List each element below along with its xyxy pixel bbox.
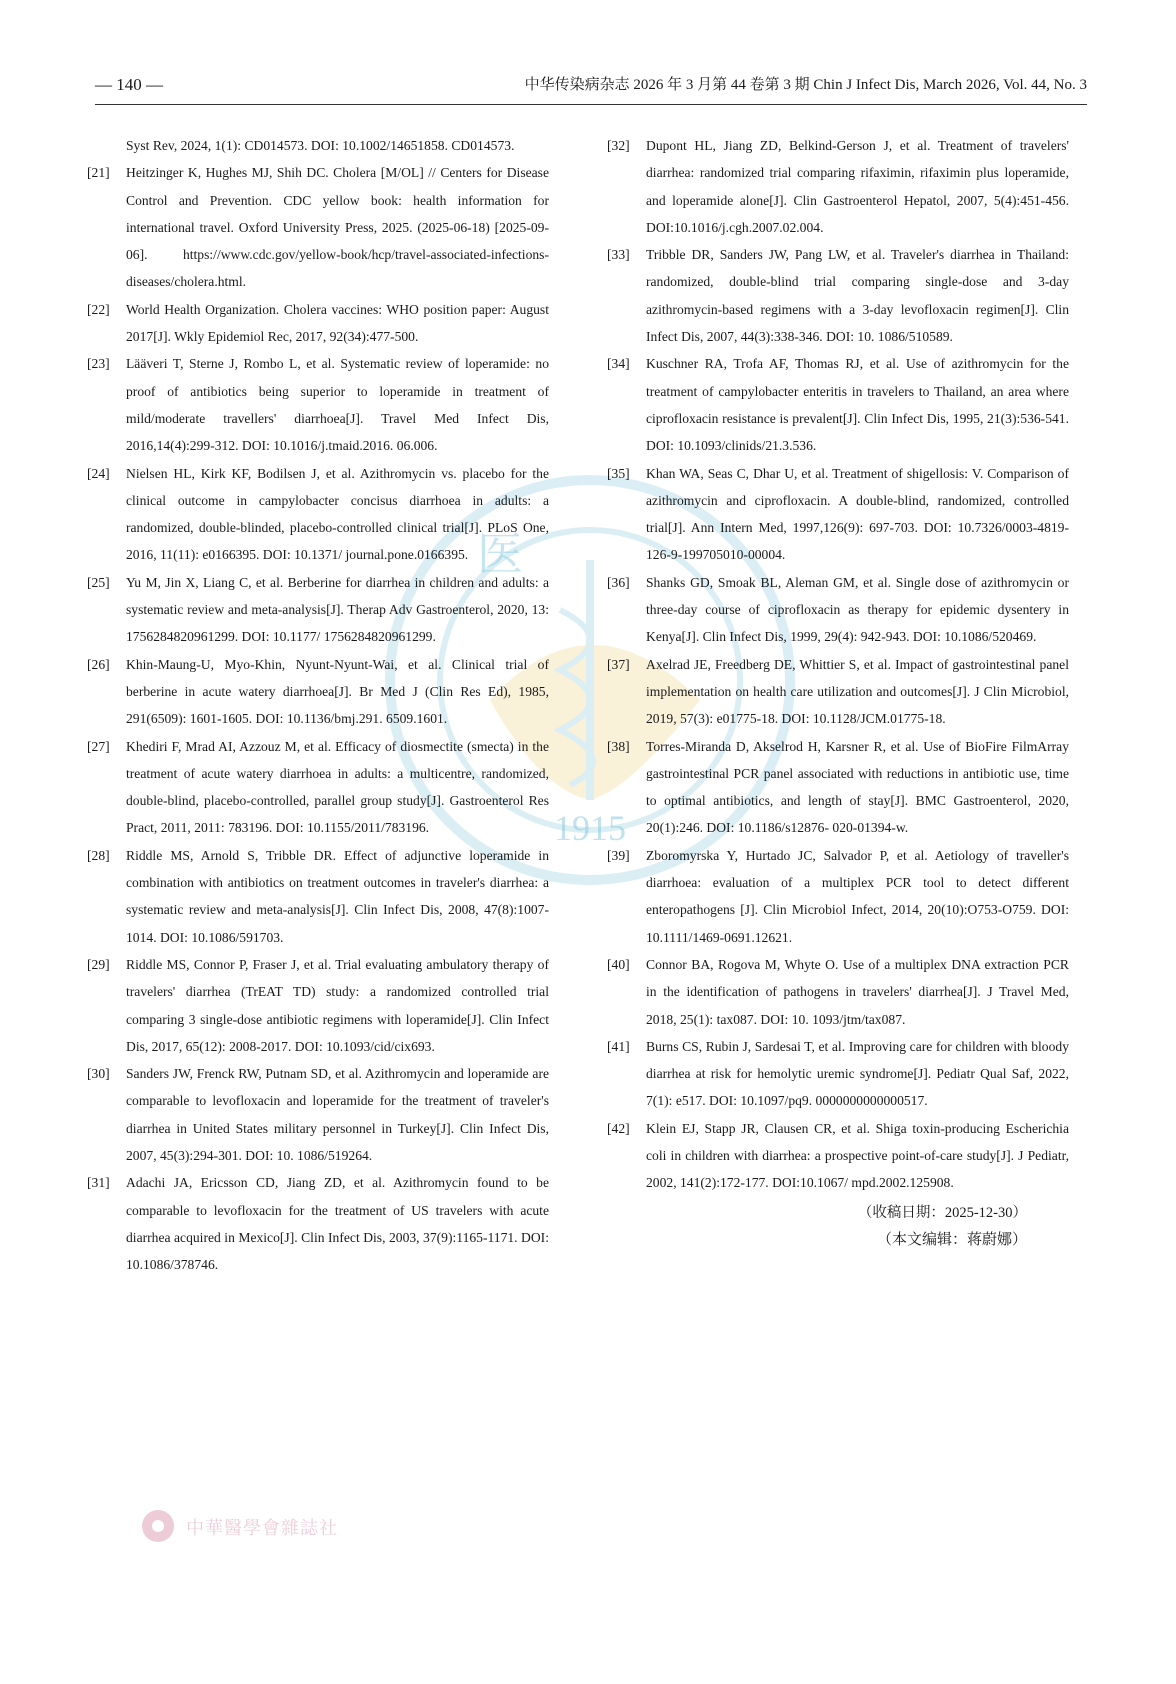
- reference-text: Shanks GD, Smoak BL, Aleman GM, et al. Single dose of azithromycin or three-day course of ciprofloxacin as therapy for epidemic dysentery in Kenya[J]. Clin Infect Dis, 1999, 29(4): 942-943. DOI: 10.1086/520469.: [646, 574, 1069, 645]
- reference-item: [87, 1169, 549, 1278]
- flower-icon: [140, 1508, 176, 1544]
- reference-number: [33]: [607, 247, 630, 263]
- reference-item: [607, 1115, 1069, 1197]
- reference-text: Dupont HL, Jiang ZD, Belkind-Gerson J, et al. Treatment of travelers' diarrhea: randomized trial comparing rifaximin, rifaximin plus loperamide, and loperamide alone[J]. Clin Gastroenterol Hepatol, 2007, 5(4):451-456. DOI:10.1016/j.cgh.2007.02.004.: [646, 138, 1069, 235]
- reference-item: [607, 651, 1069, 733]
- reference-number: [31]: [87, 1175, 110, 1191]
- reference-text: Klein EJ, Stapp JR, Clausen CR, et al. Shiga toxin-producing Escherichia coli in children with diarrhea: a prospective point-of-care study[J]. J Pediatr, 2002, 141(2):172-177. DOI:10.1067/ mpd.2002.125908.: [646, 1120, 1069, 1191]
- reference-number: [41]: [607, 1038, 630, 1054]
- reference-text: Tribble DR, Sanders JW, Pang LW, et al. Traveler's diarrhea in Thailand: randomized, double-blind trial comparing single-dose and 3-day azithromycin-based regimens with a 3-day levofloxacin regimen[J]. Clin Infect Dis, 2007, 44(3):338-346. DOI: 10. 1086/510589.: [646, 247, 1069, 345]
- reference-item: [607, 733, 1069, 842]
- reference-item: [607, 460, 1069, 569]
- reference-text: Torres-Miranda D, Akselrod H, Karsner R, et al. Use of BioFire FilmArray gastrointestinal PCR panel associated with reductions in antibiotic use, time to optimal antibiotics, and length of stay[J]. BMC Gastroenterol, 2020, 20(1):246. DOI: 10.1186/s12876- 020-01394-w.: [646, 738, 1069, 836]
- reference-number: [28]: [87, 847, 110, 863]
- reference-item: [607, 1033, 1069, 1115]
- reference-item: [87, 569, 549, 651]
- reference-item: [607, 132, 1069, 241]
- reference-item: [87, 951, 549, 1060]
- reference-number: [38]: [607, 738, 630, 754]
- reference-text: Riddle MS, Connor P, Fraser J, et al. Trial evaluating ambulatory therapy of travelers' diarrhea (TrEAT TD) study: a randomized controlled trial comparing 3 single-dose antibiotic regimens with loperamide[J]. Clin Infect Dis, 2017, 65(12): 2008-2017. DOI: 10.1093/cid/cix693.: [126, 956, 549, 1054]
- reference-text: Zboromyrska Y, Hurtado JC, Salvador P, et al. Aetiology of traveller's diarrhoea: evaluation of a multiplex PCR tool to detect different enteropathogens [J]. Clin Microbiol Infect, 2014, 20(10):O753-O759. DOI: 10.1111/1469-0691.12621.: [646, 847, 1069, 945]
- reference-number: [27]: [87, 738, 110, 754]
- reference-number: [37]: [607, 656, 630, 672]
- reference-number: [22]: [87, 301, 110, 317]
- publisher-logo: [140, 1508, 540, 1548]
- reference-list-left: [87, 132, 549, 1278]
- reference-text: World Health Organization. Cholera vaccines: WHO position paper: August 2017[J]. Wkly Epidemiol Rec, 2017, 92(34):477-500.: [126, 301, 549, 345]
- reference-item: [607, 951, 1069, 1033]
- reference-text: Khan WA, Seas C, Dhar U, et al. Treatment of shigellosis: V. Comparison of azithromycin and ciprofloxacin. A double-blind, randomized, controlled trial[J]. Ann Intern Med, 1997,126(9): 697-703. DOI: 10.7326/0003-4819-126-9-199705010-00004.: [646, 465, 1069, 563]
- reference-item: [87, 350, 549, 459]
- reference-item: [87, 296, 549, 351]
- reference-text: Khin-Maung-U, Myo-Khin, Nyunt-Nyunt-Wai, et al. Clinical trial of berberine in acute watery diarrhoea[J]. Br Med J (Clin Res Ed), 1985, 291(6509): 1601-1605. DOI: 10.1136/bmj.291. 6509.1601.: [126, 656, 549, 727]
- reference-number: [25]: [87, 574, 110, 590]
- reference-number: [42]: [607, 1120, 630, 1136]
- reference-text: Adachi JA, Ericsson CD, Jiang ZD, et al. Azithromycin found to be comparable to levofloxacin for the treatment of US travelers with acute diarrhea acquired in Mexico[J]. Clin Infect Dis, 2003, 37(9):1165-1171. DOI: 10.1086/378746.: [126, 1175, 549, 1273]
- page-header: [95, 74, 1087, 105]
- reference-text: Syst Rev, 2024, 1(1): CD014573. DOI: 10.1002/14651858. CD014573.: [126, 138, 515, 153]
- reference-number: [34]: [607, 356, 630, 372]
- reference-number: [35]: [607, 465, 630, 481]
- seal-year: 1915: [554, 808, 626, 848]
- reference-item: [87, 651, 549, 733]
- publisher-name: 中華醫學會雜誌社: [186, 1518, 338, 1539]
- reference-item: [87, 460, 549, 569]
- reference-item: [607, 241, 1069, 350]
- reference-text: Axelrad JE, Freedberg DE, Whittier S, et al. Impact of gastrointestinal panel implementation on health care utilization and outcomes[J]. J Clin Microbiol, 2019, 57(3): e01775-18. DOI: 10.1128/JCM.01775-18.: [646, 656, 1069, 727]
- reference-number: [39]: [607, 847, 630, 863]
- reference-text: Lääveri T, Sterne J, Rombo L, et al. Systematic review of loperamide: no proof of antibiotics being superior to loperamide in treatment of mild/moderate travellers' diarrhoea[J]. Travel Med Infect Dis, 2016,14(4):299-312. DOI: 10.1016/j.tmaid.2016. 06.006.: [126, 356, 549, 454]
- reference-item: [87, 132, 549, 159]
- reference-number: [30]: [87, 1066, 110, 1082]
- reference-number: [26]: [87, 656, 110, 672]
- reference-number: [21]: [87, 165, 110, 181]
- seal-character: 医: [477, 527, 523, 581]
- reference-item: [607, 350, 1069, 459]
- editor-credit: （本文编辑：蒋蔚娜）: [876, 1231, 1027, 1248]
- reference-item: [87, 1060, 549, 1169]
- reference-number: [24]: [87, 465, 110, 481]
- reference-item: [607, 569, 1069, 651]
- journal-running-header: 中华传染病杂志 2026 年 3 月第 44 卷第 3 期 Chin J Infect Dis, March 2026, Vol. 44, No. 3: [524, 77, 1087, 93]
- reference-text: Heitzinger K, Hughes MJ, Shih DC. Cholera [M/OL] // Centers for Disease Control and Prevention. CDC yellow book: health information for international travel. Oxford University Press, 2025. (2025-06-18) [2025-09-06]. https://www.cdc.gov/yellow-book/hcp/travel-associated-infections-diseases/cholera.html.: [126, 165, 549, 290]
- reference-text: Nielsen HL, Kirk KF, Bodilsen J, et al. Azithromycin vs. placebo for the clinical outcome in campylobacter concisus diarrhoea in adults: a randomized, double-blinded, placebo-controlled clinical trial[J]. PLoS One, 2016, 11(11): e0166395. DOI: 10.1371/ journal.pone.0166395.: [126, 465, 549, 563]
- reference-number: [32]: [607, 138, 630, 153]
- reference-text: Burns CS, Rubin J, Sardesai T, et al. Improving care for children with bloody diarrhea at risk for hemolytic uremic syndrome[J]. Pediatr Qual Saf, 2022, 7(1): e517. DOI: 10.1097/pq9. 0000000000000517.: [646, 1038, 1069, 1109]
- reference-text: Kuschner RA, Trofa AF, Thomas RJ, et al. Use of azithromycin for the treatment of campylobacter enteritis in travelers to Thailand, an area where ciprofloxacin resistance is prevalent[J]. Clin Infect Dis, 1995, 21(3):536-541. DOI: 10.1093/clinids/21.3.536.: [646, 356, 1069, 454]
- reference-text: Riddle MS, Arnold S, Tribble DR. Effect of adjunctive loperamide in combination with antibiotics on treatment outcomes in traveler's diarrhea: a systematic review and meta-analysis[J]. Clin Infect Dis, 2008, 47(8):1007-1014. DOI: 10.1086/591703.: [126, 847, 549, 945]
- reference-item: [87, 842, 549, 951]
- reference-number: [36]: [607, 574, 630, 590]
- reference-text: Connor BA, Rogova M, Whyte O. Use of a multiplex DNA extraction PCR in the identification of pathogens in travelers' diarrhea[J]. J Travel Med, 2018, 25(1): tax087. DOI: 10. 1093/jtm/tax087.: [646, 956, 1069, 1027]
- reference-text: Khediri F, Mrad AI, Azzouz M, et al. Efficacy of diosmectite (smecta) in the treatment of acute watery diarrhoea in adults: a multicentre, randomized, double-blind, placebo-controlled, parallel group study[J]. Gastroenterol Res Pract, 2011, 2011: 783196. DOI: 10.1155/2011/783196.: [126, 738, 549, 836]
- reference-list-right: [607, 132, 1069, 1254]
- reference-text: Yu M, Jin X, Liang C, et al. Berberine for diarrhea in children and adults: a systematic review and meta-analysis[J]. Therap Adv Gastroenterol, 2020, 13: 1756284820961299. DOI: 10.1177/ 1756284820961299.: [126, 574, 549, 645]
- reference-number: [29]: [87, 956, 110, 972]
- page-number: — 140 —: [95, 75, 163, 94]
- reference-item: [607, 842, 1069, 951]
- received-date: （收稿日期：2025-12-30）: [857, 1204, 1027, 1221]
- reference-item: [87, 159, 549, 295]
- reference-number: [40]: [607, 956, 630, 972]
- reference-number: [23]: [87, 356, 110, 372]
- reference-item: [87, 733, 549, 842]
- reference-text: Sanders JW, Frenck RW, Putnam SD, et al. Azithromycin and loperamide are comparable to levofloxacin and loperamide for the treatment of traveler's diarrhea in United States military personnel in Turkey[J]. Clin Infect Dis, 2007, 45(3):294-301. DOI: 10. 1086/519264.: [126, 1066, 549, 1163]
